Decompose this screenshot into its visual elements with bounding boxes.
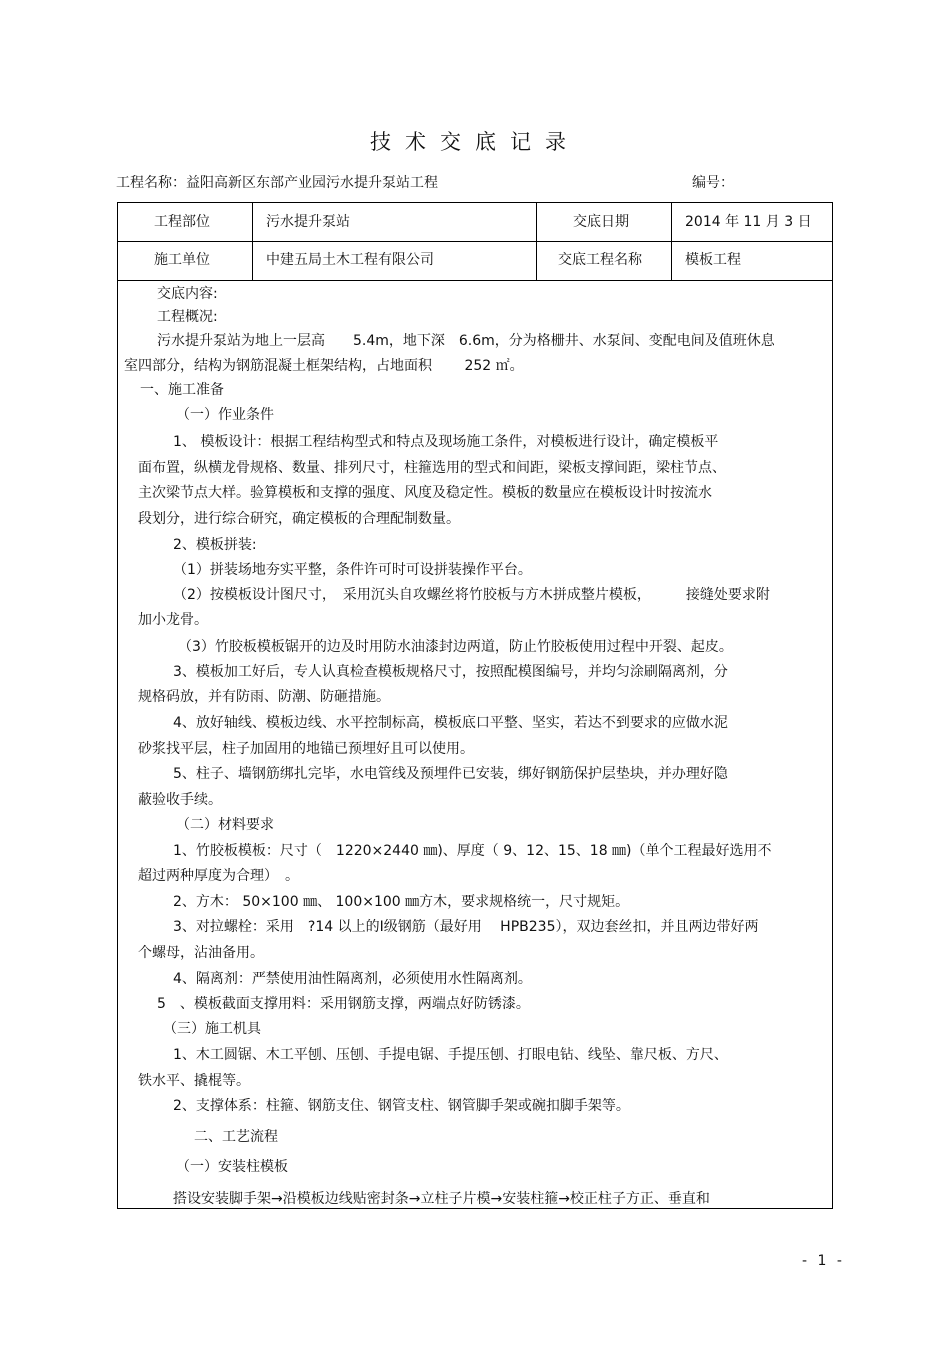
label-work-name: 交底工程名称 — [558, 252, 642, 268]
table-col-divider — [252, 203, 253, 280]
label-project-part: 工程部位 — [154, 214, 210, 230]
content-line: 加小龙骨。 — [138, 612, 208, 628]
value-construction-unit: 中建五局土木工程有限公司 — [266, 252, 434, 268]
content-line: 5、柱子、墙钢筋绑扎完毕，水电管线及预埋件已安装，绑好钢筋保护层垫块，并办理好隐 — [173, 766, 728, 782]
subsection-heading: （二）材料要求 — [176, 817, 274, 833]
content-line: 3、对拉螺栓：采用 ?14 以上的Ⅰ级钢筋（最好用 HPB235），双边套丝扣，并且两边带好两 — [173, 919, 759, 935]
content-line: 1、木工圆锯、木工平刨、压刨、手提电锯、手提压刨、打眼电钻、线坠、靠尺板、方尺、 — [173, 1047, 728, 1063]
document-title: 技术交底记录 — [370, 130, 580, 154]
content-line: 规格码放，并有防雨、防潮、防砸措施。 — [138, 689, 390, 705]
content-line: 砂浆找平层，柱子加固用的地锚已预埋好且可以使用。 — [138, 741, 474, 757]
content-line: 4、隔离剂：严禁使用油性隔离剂，必须使用水性隔离剂。 — [173, 971, 532, 987]
table-col-divider — [536, 203, 537, 280]
label-construction-unit: 施工单位 — [154, 252, 210, 268]
content-line: 工程概况: — [157, 309, 218, 325]
content-line: 4、放好轴线、模板边线、水平控制标高，模板底口平整、坚实，若达不到要求的应做水泥 — [173, 715, 728, 731]
content-line: 3、模板加工好后，专人认真检查模板规格尺寸，按照配模图编号，并均匀涂刷隔离剂，分 — [173, 664, 728, 680]
content-line: （1）拼装场地夯实平整，条件许可时可设拼装操作平台。 — [173, 562, 532, 578]
content-line: 污水提升泵站为地上一层高 5.4m，地下深 6.6m，分为格栅井、水泵间、变配电间及值班休息 — [157, 333, 775, 349]
content-line: 搭设安装脚手架→沿模板边线贴密封条→立柱子片模→安装柱箍→校正柱子方正、垂直和 — [173, 1191, 710, 1207]
content-line: 超过两种厚度为合理） 。 — [138, 868, 299, 884]
subsection-heading: （一）安装柱模板 — [176, 1159, 288, 1175]
content-line: 2、模板拼装: — [173, 537, 257, 553]
label-disclosure-date: 交底日期 — [573, 214, 629, 230]
content-line: 铁水平、撬棍等。 — [138, 1073, 250, 1089]
section-heading: 二、工艺流程 — [194, 1129, 278, 1145]
section-heading: 一、施工准备 — [140, 382, 224, 398]
content-line: 个螺母，沾油备用。 — [138, 945, 264, 961]
content-line: （3）竹胶板模板锯开的边及时用防水油漆封边两道，防止竹胶板使用过程中开裂、起皮。 — [178, 639, 733, 655]
content-line: 交底内容: — [157, 286, 218, 302]
content-line: 1、竹胶板模板：尺寸（ 1220×2440 ㎜)、厚度（ 9、12、15、18 ㎜)（单个工程最好选用不 — [173, 843, 772, 859]
value-work-name: 模板工程 — [685, 252, 741, 268]
subsection-heading: （一）作业条件 — [176, 407, 274, 423]
value-project-part: 污水提升泵站 — [266, 214, 350, 230]
value-disclosure-date: 2014 年 11 月 3 日 — [685, 214, 812, 230]
content-line: 室四部分，结构为钢筋混凝土框架结构，占地面积 252 ㎡。 — [124, 358, 524, 374]
subsection-heading: （三）施工机具 — [163, 1021, 261, 1037]
table-col-divider — [671, 203, 672, 280]
content-line: 5 、模板截面支撑用料：采用钢筋支撑，两端点好防锈漆。 — [157, 996, 530, 1012]
content-line: （2）按模板设计图尺寸， 采用沉头自攻螺丝将竹胶板与方木拼成整片模板， 接缝处要求附 — [173, 587, 770, 603]
project-name: 工程名称：益阳高新区东部产业园污水提升泵站工程 — [116, 175, 438, 191]
content-line: 段划分，进行综合研究，确定模板的合理配制数量。 — [138, 511, 460, 527]
content-line: 2、方木： 50×100 ㎜、 100×100 ㎜方木，要求规格统一，尺寸规矩。 — [173, 894, 630, 910]
page-number: - 1 - — [802, 1253, 845, 1269]
content-line: 2、支撑体系：柱箍、钢筋支住、钢管支柱、钢管脚手架或碗扣脚手架等。 — [173, 1098, 630, 1114]
content-line: 蔽验收手续。 — [138, 792, 222, 808]
content-line: 1、 模板设计：根据工程结构型式和特点及现场施工条件，对模板进行设计，确定模板平 — [173, 434, 719, 450]
content-line: 面布置，纵横龙骨规格、数量、排列尺寸，柱箍选用的型式和间距，梁板支撑间距，梁柱节点、 — [138, 460, 726, 476]
document-number: 编号： — [692, 175, 734, 191]
table-row-divider — [118, 280, 832, 281]
content-line: 主次梁节点大样。验算模板和支撑的强度、风度及稳定性。模板的数量应在模板设计时按流水 — [138, 485, 712, 501]
table-row-divider — [118, 241, 832, 242]
